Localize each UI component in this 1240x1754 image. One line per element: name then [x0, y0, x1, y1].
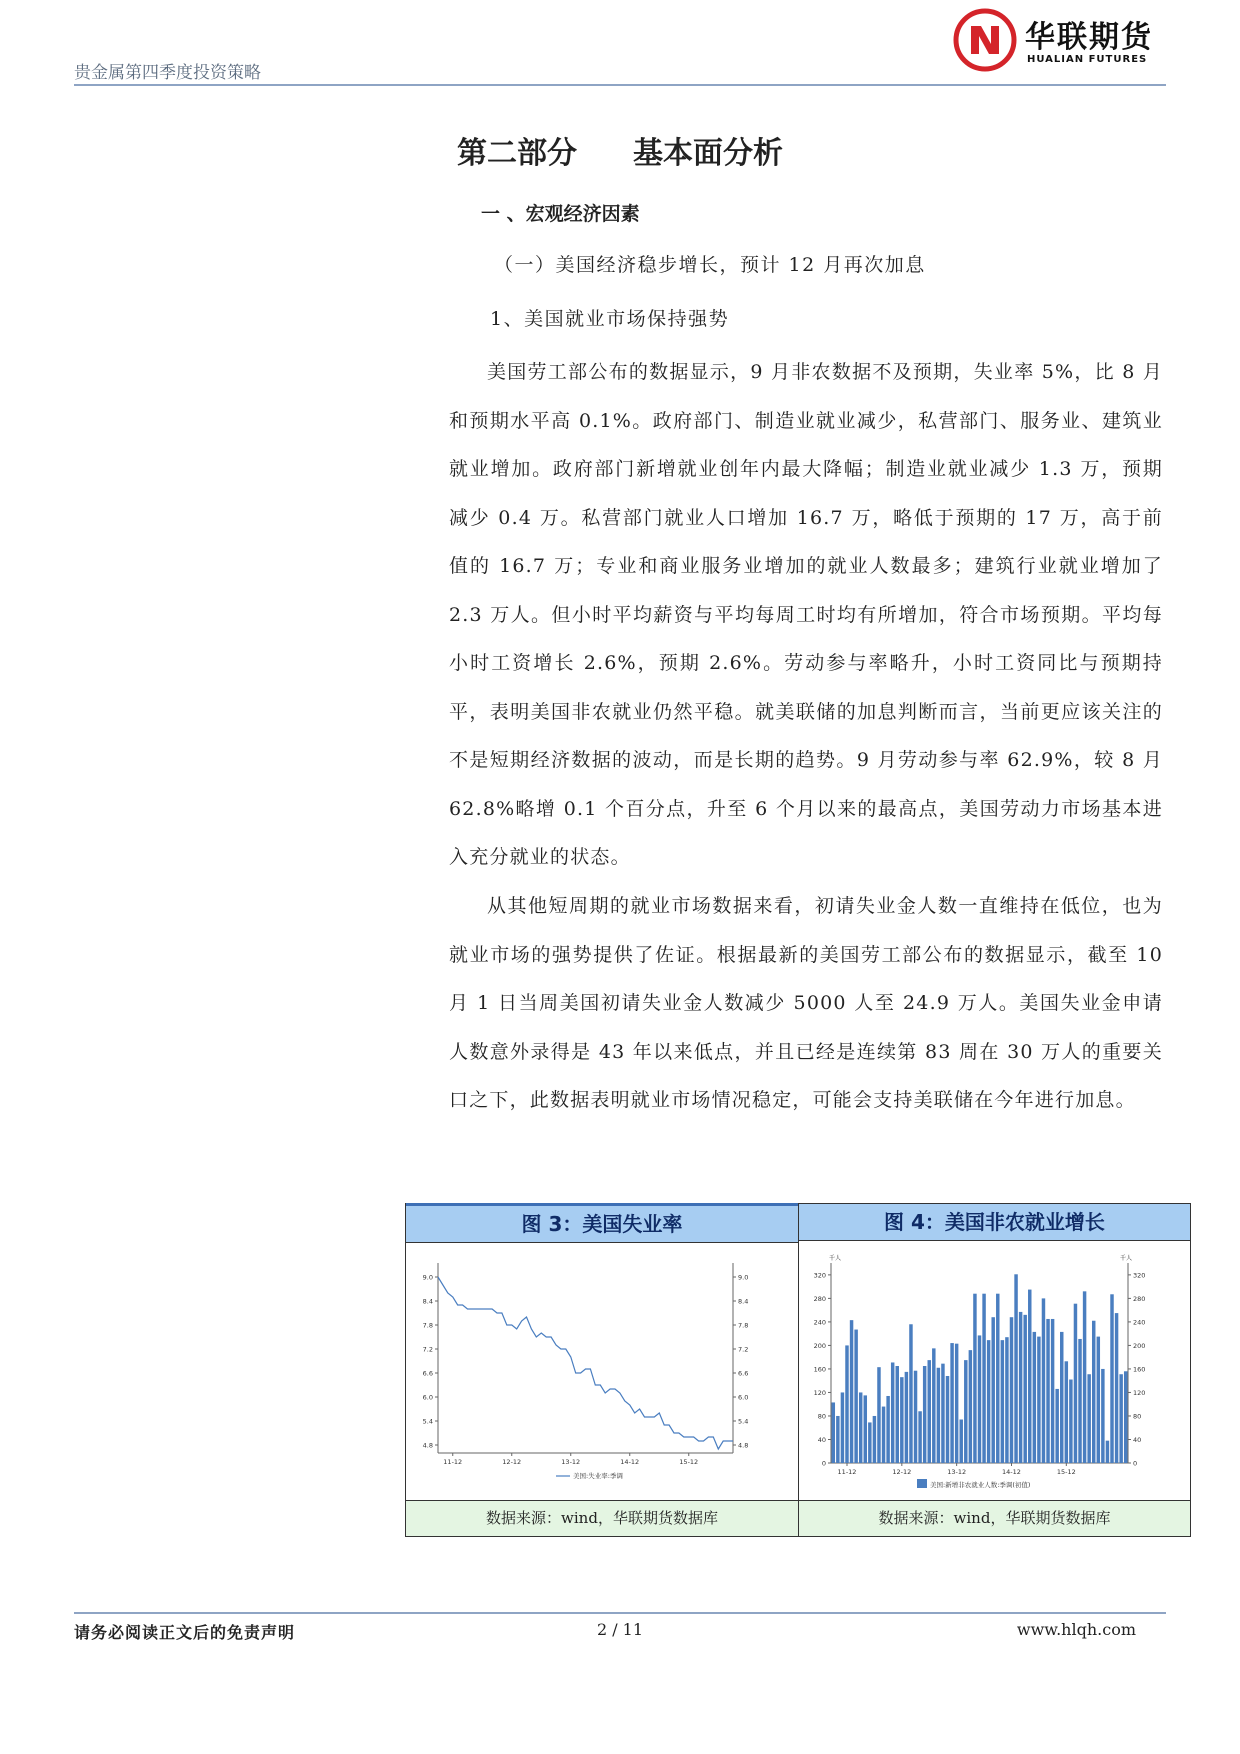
document-title: 贵金属第四季度投资策略 [74, 63, 261, 83]
payroll-bar [1124, 1371, 1127, 1463]
x-tick-label: 14-12 [1002, 1468, 1021, 1476]
x-tick-label: 12-12 [502, 1458, 522, 1466]
payroll-bar [877, 1367, 880, 1463]
payroll-bar [1060, 1332, 1063, 1463]
payroll-bar [1101, 1369, 1104, 1463]
payroll-bar [918, 1411, 921, 1463]
y-unit-label-left: 千人 [829, 1255, 842, 1262]
legend-label: 美国:新增非农就业人数:季调(初值) [930, 1481, 1031, 1489]
y-tick-label: 5.4 [738, 1417, 749, 1426]
legend-bar-swatch [917, 1479, 927, 1488]
x-tick-label: 12-12 [892, 1468, 912, 1476]
header-divider [74, 84, 1166, 86]
y-tick-label: 7.8 [422, 1321, 433, 1330]
y-tick-label: 6.0 [738, 1393, 749, 1402]
payroll-bar [969, 1350, 972, 1463]
subsection-heading: （一）美国经济稳步增长，预计 12 月再次加息 [494, 254, 926, 276]
x-tick-label: 13-12 [947, 1468, 967, 1476]
x-tick-label: 13-12 [561, 1458, 581, 1466]
disclaimer-note: 请务必阅读正文后的免责声明 [74, 1623, 296, 1642]
payroll-bar [1010, 1317, 1013, 1463]
payroll-bar [1074, 1304, 1077, 1463]
payroll-bar [955, 1344, 958, 1463]
figure-4 [799, 1204, 1190, 1536]
y-tick-label: 4.8 [738, 1441, 749, 1450]
logo-chinese-name: 华联期货 [1025, 20, 1153, 55]
payroll-bar [891, 1362, 894, 1463]
subsubsection-heading: 1、美国就业市场保持强势 [490, 308, 730, 330]
payroll-bar [850, 1320, 853, 1463]
website-url: www.hlqh.com [1016, 1620, 1136, 1639]
payroll-bar [1028, 1290, 1031, 1463]
y-tick-label: 40 [817, 1435, 826, 1444]
unemployment-rate-chart [406, 1241, 798, 1500]
payroll-bar [914, 1371, 917, 1463]
logo-english-name: HUALIAN FUTURES [1027, 54, 1148, 65]
figure-4-chart-area [799, 1241, 1190, 1500]
payroll-bar [1106, 1441, 1109, 1463]
payroll-bar [882, 1407, 885, 1463]
y-tick-label: 200 [1133, 1341, 1146, 1350]
x-tick-label: 11-12 [443, 1458, 463, 1466]
payroll-bar [1110, 1294, 1113, 1463]
part-title [0, 128, 1240, 172]
figure-3-source: 数据来源：wind，华联期货数据库 [406, 1500, 798, 1536]
payroll-bar [900, 1377, 903, 1463]
y-tick-label: 80 [817, 1412, 826, 1421]
payroll-bar [1042, 1298, 1045, 1463]
x-tick-label: 14-12 [620, 1458, 640, 1466]
y-tick-label: 240 [1133, 1318, 1146, 1327]
payroll-bar [859, 1392, 862, 1463]
y-tick-label: 160 [1133, 1365, 1146, 1374]
payroll-bar [836, 1416, 839, 1463]
payroll-bar [854, 1330, 857, 1463]
y-tick-label: 7.2 [738, 1345, 749, 1354]
y-tick-label: 120 [1133, 1388, 1146, 1397]
y-tick-label: 9.0 [738, 1273, 749, 1282]
payroll-bar [950, 1343, 953, 1463]
payroll-bar [873, 1416, 876, 1463]
payroll-bar [1092, 1321, 1095, 1463]
payroll-bar [932, 1348, 935, 1463]
y-tick-label: 200 [813, 1341, 826, 1350]
figure-4-source: 数据来源：wind，华联期货数据库 [799, 1500, 1190, 1536]
payroll-bar [886, 1396, 889, 1463]
company-logo [953, 8, 1173, 78]
payroll-bar [1097, 1337, 1100, 1463]
y-tick-label: 0 [1133, 1459, 1138, 1468]
payroll-bar [1078, 1339, 1081, 1463]
payroll-bar [1046, 1319, 1049, 1463]
payroll-bar [1014, 1274, 1017, 1463]
payroll-bar [982, 1294, 985, 1463]
y-tick-label: 7.8 [738, 1321, 749, 1330]
payroll-bar [964, 1360, 967, 1463]
y-unit-label-right: 千人 [1120, 1255, 1133, 1262]
payroll-bar [959, 1419, 962, 1463]
figure-4-title: 图 4：美国非农就业增长 [799, 1204, 1190, 1241]
payroll-bar [1065, 1361, 1068, 1463]
payroll-bar [909, 1324, 912, 1463]
body-paragraph: 从其他短周期的就业市场数据来看，初请失业金人数一直维持在低位，也为就业市场的强势提供了佐证。根据最新的美国劳工部公布的数据显示，截至 10 月 1 日当周美国初请失业金人数减少 5000 人至 24.9 万人。美国失业金申请人数意外录得是 43 年以来低点，并且已经是连续第 83 周在 30 万人的重要关口之下，此数据表明就业市场情况稳定，可能会支持美联储在今年进行加息。 [449, 895, 1163, 1111]
part-label: 第二部分 [457, 136, 577, 171]
section-heading: 一 、宏观经济因素 [481, 203, 640, 225]
payroll-bar [1019, 1312, 1022, 1463]
payroll-bar [978, 1335, 981, 1463]
y-tick-label: 6.6 [738, 1369, 749, 1378]
y-tick-label: 8.4 [422, 1297, 433, 1306]
y-tick-label: 320 [1133, 1271, 1146, 1280]
y-tick-label: 160 [813, 1365, 826, 1374]
payroll-bar [868, 1422, 871, 1463]
payroll-bar [1083, 1291, 1086, 1463]
payroll-bar [923, 1366, 926, 1463]
y-tick-label: 240 [813, 1318, 826, 1327]
x-tick-label: 15-12 [1056, 1468, 1076, 1476]
figure-3-title: 图 3：美国失业率 [406, 1203, 798, 1243]
figure-3-chart-area [406, 1241, 798, 1500]
footer-divider [74, 1612, 1166, 1614]
payroll-bar [1005, 1337, 1008, 1463]
part-heading: 基本面分析 [633, 136, 783, 171]
payroll-bar [1119, 1374, 1122, 1463]
payroll-bar [991, 1317, 994, 1463]
hualian-logo-icon [953, 8, 1017, 72]
payroll-bar [1115, 1313, 1118, 1463]
payroll-bar [1069, 1380, 1072, 1463]
y-tick-label: 9.0 [422, 1273, 433, 1282]
payroll-bar [928, 1360, 931, 1463]
figure-3 [406, 1204, 799, 1536]
y-tick-label: 6.6 [422, 1369, 433, 1378]
payroll-bar [1051, 1319, 1054, 1463]
unemployment-rate-line [438, 1277, 733, 1449]
payroll-bar [1001, 1340, 1004, 1463]
y-tick-label: 4.8 [422, 1441, 433, 1450]
nonfarm-payroll-chart [799, 1241, 1190, 1500]
x-tick-label: 15-12 [679, 1458, 699, 1466]
y-tick-label: 320 [813, 1271, 826, 1280]
payroll-bar [973, 1294, 976, 1463]
y-tick-label: 8.4 [738, 1297, 749, 1306]
payroll-bar [996, 1294, 999, 1463]
page-number: 2 / 11 [596, 1620, 644, 1639]
payroll-bar [1037, 1337, 1040, 1463]
x-tick-label: 11-12 [837, 1468, 857, 1476]
payroll-bar [946, 1376, 949, 1463]
y-tick-label: 120 [813, 1388, 826, 1397]
payroll-bar [1023, 1315, 1026, 1463]
payroll-bar [937, 1368, 940, 1463]
payroll-bar [1033, 1332, 1036, 1463]
y-tick-label: 5.4 [422, 1417, 433, 1426]
y-tick-label: 280 [1133, 1294, 1146, 1303]
y-tick-label: 7.2 [422, 1345, 433, 1354]
payroll-bar [896, 1366, 899, 1463]
payroll-bar [832, 1402, 835, 1463]
legend-label: 美国:失业率:季调 [573, 1472, 623, 1480]
payroll-bar [941, 1364, 944, 1463]
payroll-bar [1087, 1374, 1090, 1463]
payroll-bar [864, 1395, 867, 1463]
payroll-bar [845, 1345, 848, 1463]
y-tick-label: 40 [1133, 1435, 1142, 1444]
payroll-bar [841, 1392, 844, 1463]
payroll-bar [987, 1340, 990, 1463]
y-tick-label: 80 [1133, 1412, 1142, 1421]
y-tick-label: 280 [813, 1294, 826, 1303]
figure-table [405, 1203, 1191, 1537]
payroll-bar [905, 1372, 908, 1463]
y-tick-label: 6.0 [422, 1393, 433, 1402]
payroll-bar [1055, 1389, 1058, 1463]
y-tick-label: 0 [821, 1459, 826, 1468]
body-paragraph: 美国劳工部公布的数据显示，9 月非农数据不及预期，失业率 5%，比 8 月和预期水平高 0.1%。政府部门、制造业就业减少，私营部门、服务业、建筑业就业增加。政府部门新增就业创年内最大降幅；制造业就业减少 1.3 万，预期减少 0.4 万。私营部门就业人口增加 16.7 万，略低于预期的 17 万，高于前值的 16.7 万；专业和商业服务业增加的就业人数最多；建筑行业就业增加了 2.3 万人。但小时平均薪资与平均每周工时均有所增加，符合市场预期。平均每小时工资增长 2.6%，预期 2.6%。劳动参与率略升，小时工资同比与预期持平，表明美国非农就业仍然平稳。就美联储的加息判断而言，当前更应该关注的不是短期经济数据的波动，而是长期的趋势。9 月劳动参与率 62.9%，较 8 月 62.8%略增 0.1 个百分点，升至 6 个月以来的最高点，美国劳动力市场基本进入充分就业的状态。 [449, 361, 1163, 868]
